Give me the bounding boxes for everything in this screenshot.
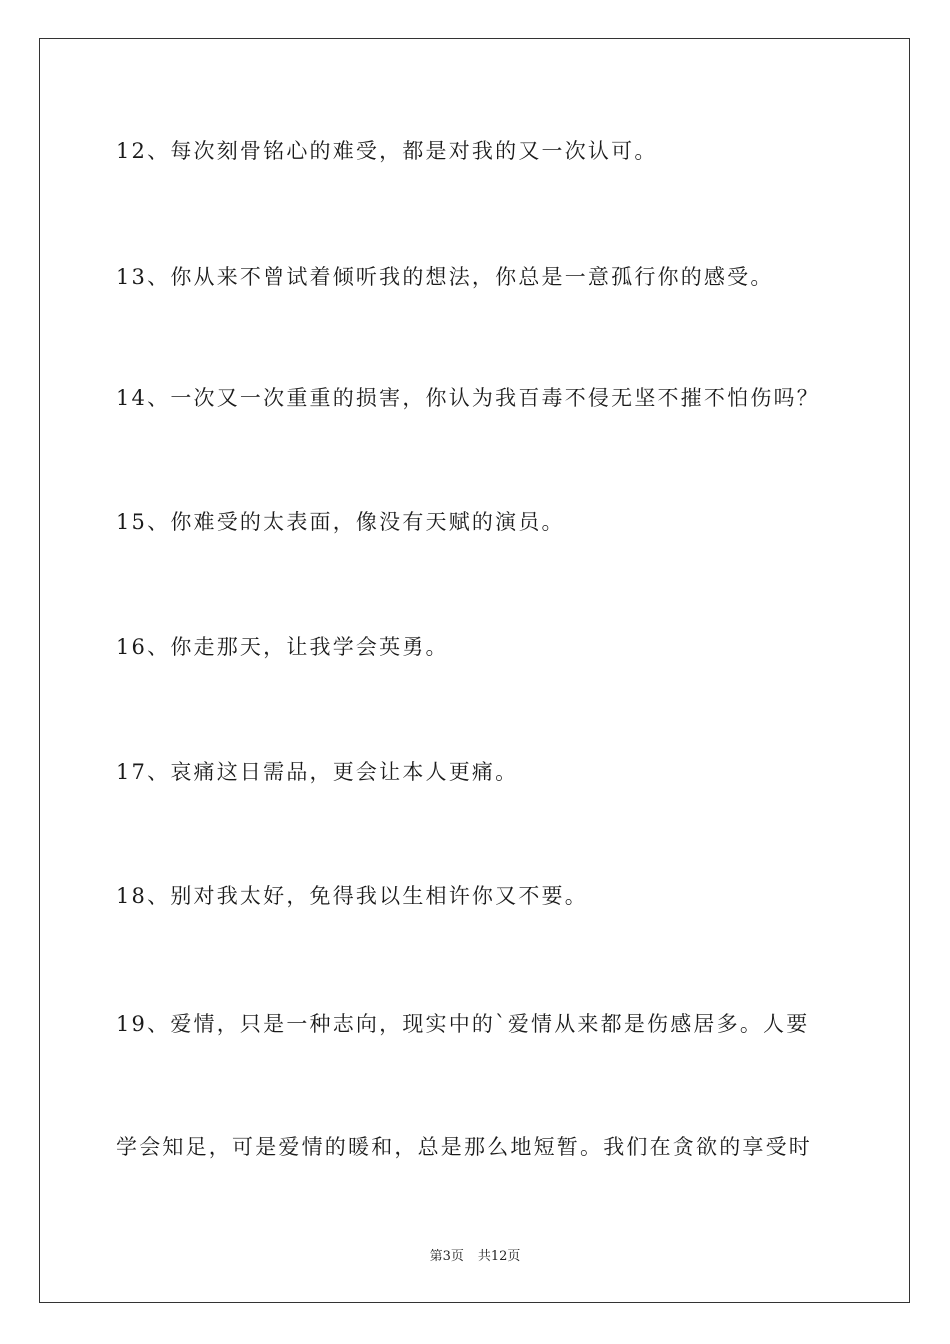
page-footer	[0, 1248, 950, 1266]
text-line-15: 15、你难受的太表面，像没有天赋的演员。	[116, 510, 565, 534]
text-line-14: 14、一次又一次重重的损害，你认为我百毒不侵无坚不摧不怕伤吗？	[116, 386, 820, 410]
page-border	[39, 38, 910, 1303]
total-pages-label: 共12页	[477, 1249, 521, 1264]
text-line-19a: 19、爱情，只是一种志向，现实中的`爱情从来都是伤感居多。人要	[116, 1012, 810, 1036]
text-line-12: 12、每次刻骨铭心的难受，都是对我的又一次认可。	[116, 139, 658, 163]
text-line-17: 17、哀痛这日需品，更会让本人更痛。	[116, 760, 519, 784]
text-line-13: 13、你从来不曾试着倾听我的想法，你总是一意孤行你的感受。	[116, 265, 774, 289]
current-page-label: 第3页	[429, 1249, 464, 1264]
text-line-18: 18、别对我太好，免得我以生相许你又不要。	[116, 884, 588, 908]
text-line-19b: 学会知足，可是爱情的暖和，总是那么地短暂。我们在贪欲的享受时	[116, 1135, 812, 1159]
text-line-16: 16、你走那天，让我学会英勇。	[116, 635, 449, 659]
